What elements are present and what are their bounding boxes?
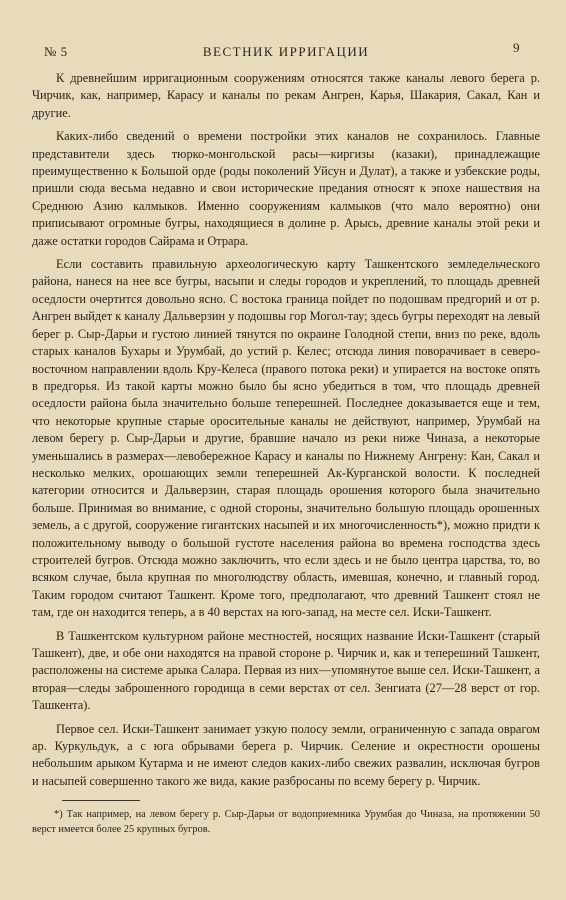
page-number: 9 [513, 40, 520, 55]
paragraph: К древнейшим ирригационным сооружениям относятся также каналы левого берега р. Чирчик, как, например, Карасу и каналы по рекам Ангрен, Карья, Шакария, Сакал, Кан и другие. [32, 71, 540, 120]
paragraph: Если составить правильную археологическую карту Ташкентского земледельческого района, нанеся на нее все бугры, насыпи и следы городов и укреплений, то площадь древней оседлости очертится довольно ясно. С востока граница пойдет по подошвам предгорий и от р. Ангрен выйдет к каналу Дальверзин у подошвы гор Могол-тау; здесь бугры переходят на левый берег р. Сыр-Дарьи и густою линией тянутся по окраине Голодной степи, вниз по реке, вдоль старых каналов Бухары и Урумбай, до устий р. Келес; отсюда линия поворачивает в северо-восточном направлении вдоль Кру-Келеса (правого потока реки) и упирается на востоке опять в предгорья. Из такой карты можно было бы ясно убедиться в том, что площадь древней оседлости района была значительно больше теперешней. Последнее доказывается еще и тем, что некоторые крупные старые оросительные каналы не действуют, например, Урумбай на левом берегу р. Сыр-Дарьи и другие, бравшие начало из реки ниже Чиназа, а некоторые уменьшались в размерах—левобережное Карасу и каналы по Нижнему Ангрену: Кан, Сакал и несколько мелких, орошающих земли теперешней Ак-Курганской волости. К последней категории относится и Дальверзин, старая площадь орошения которого была значительно больше. Принимая во внимание, с одной стороны, значительно большую площадь орошенных земель, а с другой, сооружение гигантских насыпей и их многочисленность*), можно придти к положительному выводу о большой густоте населения района во времена господства здесь строителей бугров. Отсюда можно заключить, что если здесь и не было центра царства, то, во всяком случае, была крупная по многолюдству область, имевшая, конечно, и главный город. Таким городом считают Ташкент. Кроме того, предполагают, что древний Ташкент стоял не там, где он находится теперь, а в 40 верстах на юго-запад, на месте сел. Иски-Ташкент. [32, 257, 540, 620]
footnote [32, 807, 540, 837]
paragraph: Каких-либо сведений о времени постройки этих каналов не сохранилось. Главные представители здесь тюрко-монгольской расы—киргизы (казаки), принадлежащие преимущественно к Большой орде (роды поколений Уйсун и Дулат), а также и узбекские роды, пришли сюда весьма недавно и свои исторические предания относят к эпохе нашествия на Среднюю Азию калмыков. Именно сооружениям калмыков (что мало вероятно) они приписывают огромные бугры, находящиеся в долине р. Арысь, древние каналы этой реки и даже остатки городов Сайрама и Отрара. [32, 129, 540, 248]
journal-title: ВЕСТНИК ИРРИГАЦИИ [202, 44, 370, 59]
footnote-text: *) Так например, на левом берегу р. Сыр-Дарьи от водоприемника Урумбая до Чиназа, на протяжении 50 верст имеется более 25 крупных бугров. [32, 809, 540, 836]
paragraph: Первое сел. Иски-Ташкент занимает узкую полосу земли, ограниченную с запада оврагом ар. Куркульдук, а с юга обрывами берега р. Чирчик. Селение и окрестности орошены небольшим арыком Кутарма и не имеют следов каких-либо свежих развалин, исключая бугров и насыпей совершенно такого же вида, какие разбросаны по всему берегу р. Чирчик. [32, 721, 540, 788]
article-body [32, 70, 540, 790]
paragraph: В Ташкентском культурном районе местностей, носящих название Иски-Ташкент (старый Ташкент), две, и обе они находятся на правой стороне р. Чирчик и, как и теперешний Ташкент, расположены на системе арыка Салара. Первая из них—упомянутое выше сел. Иски-Ташкент, а вторая—следы заброшенного городища в семи верстах от сел. Зенгиата (27—28 верст от гор. Ташкента). [32, 628, 540, 713]
issue-number: № 5 [44, 44, 68, 59]
footnote-divider [62, 800, 140, 801]
page-header [32, 38, 540, 60]
